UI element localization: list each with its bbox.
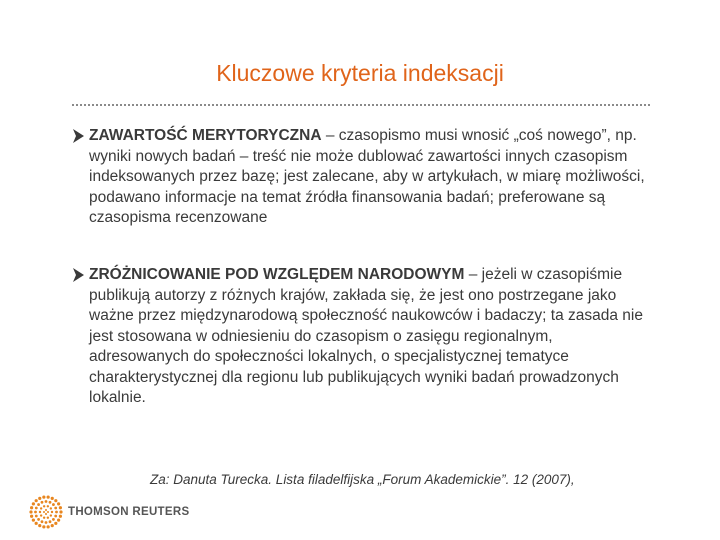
thomson-reuters-logo bbox=[28, 494, 198, 534]
bullet-national-diversity bbox=[72, 265, 652, 409]
arrow-right-icon bbox=[72, 127, 86, 145]
bullet-content-merit bbox=[72, 126, 652, 229]
bullet-body: – jeżeli w czasopiśmie publikują autorzy z różnych krajów, zakłada się, że jest ono postrzegane jako ważne przez międzynarodową społeczność naukowców i badaczy; ta zasada nie jest stosowana w odniesieniu do czasopism o zasięgu regionalnym, adresowanych do społeczności lokalnych, o specjalistycznej tematyce charakterystycznej dla regionu lub publikujących wyniki badań prowadzonych lokalnie. bbox=[89, 266, 643, 406]
arrow-right-icon bbox=[72, 266, 86, 284]
thomson-reuters-dots-logo bbox=[28, 494, 64, 530]
bullet-text bbox=[89, 265, 652, 409]
bullet-heading: ZAWARTOŚĆ MERYTORYCZNA bbox=[89, 127, 322, 144]
bullet-body: – czasopismo musi wnosić „coś nowego”, np. wyniki nowych badań – treść nie może dublować zawartości innych czasopism indeksowanych przez bazę; jest zalecane, aby w artykułach, w miarę możliwości, podawano informacje na temat źródła finansowania badań; preferowane są czasopisma recenzowane bbox=[89, 127, 645, 226]
logo-text: THOMSON REUTERS bbox=[68, 506, 190, 518]
bullet-text bbox=[89, 126, 652, 229]
bullet-heading: ZRÓŻNICOWANIE POD WZGLĘDEM NARODOWYM bbox=[89, 266, 465, 283]
slide-title: Kluczowe kryteria indeksacji bbox=[216, 60, 504, 86]
title-divider bbox=[72, 104, 650, 106]
source-citation: Za: Danuta Turecka. Lista filadelfijska „Forum Akademickie”. 12 (2007), bbox=[150, 472, 575, 487]
